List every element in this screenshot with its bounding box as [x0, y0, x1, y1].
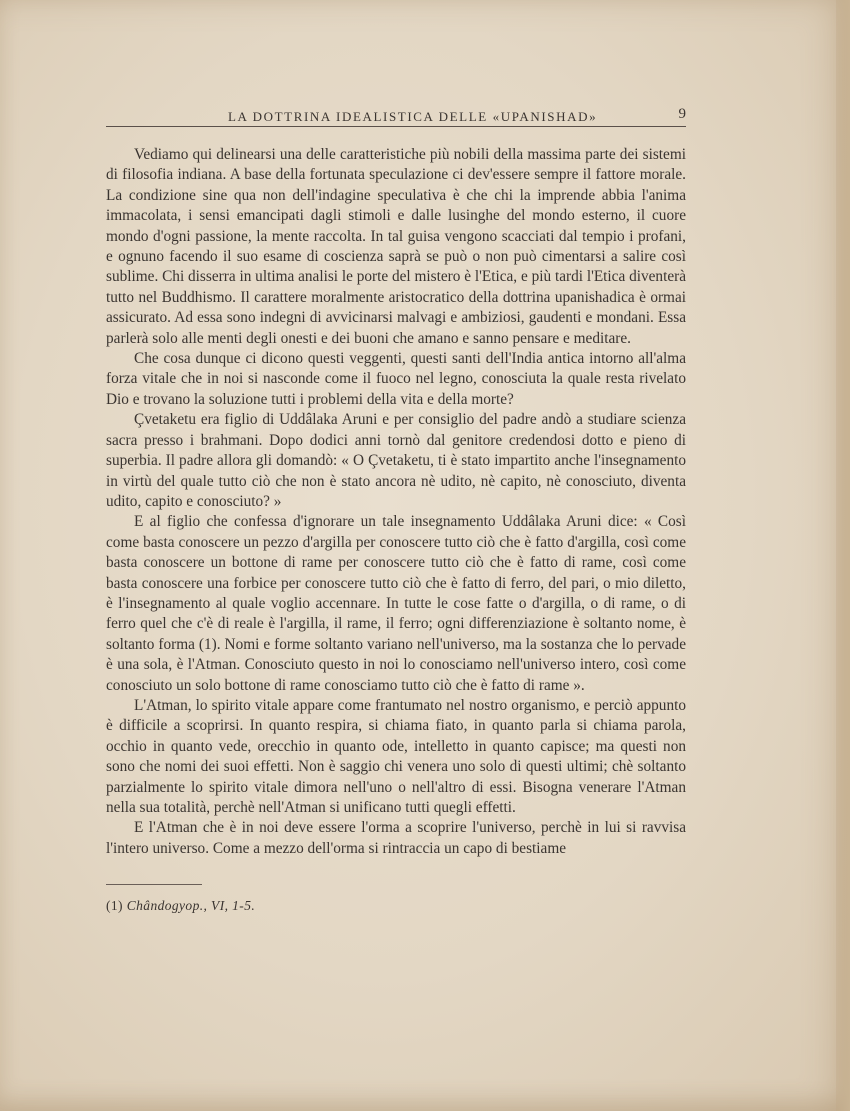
header-rule: [106, 126, 686, 127]
footnote: [106, 898, 255, 914]
paragraph: Che cosa dunque ci dicono questi veggenti, questi santi dell'India antica intorno all'alma forza vitale che in noi si nasconde come il fuoco nel legno, conosciuta la quale resta rivelato Dio e trovano la soluzione tutti i problemi della vita e della morte?: [106, 350, 686, 408]
page-number: 9: [678, 106, 686, 122]
paragraph: Çvetaketu era figlio di Uddâlaka Aruni e per consiglio del padre andò a studiare scienza sacra presso i brahmani. Dopo dodici anni tornò dal genitore credendosi dotto e pieno di superbia. Il padre allora gli domandò: « O Çvetaketu, ti è stato impartito anche l'insegnamento in virtù del quale tutto ciò che non è stato ancora nè udito, nè capito, nè conosciuto, diventa udito, capito e conosciuto? »: [106, 411, 686, 510]
paragraph: L'Atman, lo spirito vitale appare come frantumato nel nostro organismo, e perciò appunto è difficile a scoprirsi. In quanto respira, si chiama fiato, in quanto parla si chiama parola, occhio in quanto vede, orecchio in quanto ode, intelletto in quanto capisce; ma questi non sono che nomi dei suoi effetti. Non è saggio chi venera uno solo di questi ultimi; chè soltanto parzialmente lo spirito vitale dimora nell'uno o nell'altro di essi. Bisogna venerare l'Atman nella sua totalità, perchè nell'Atman si unificano tutti quegli effetti.: [106, 696, 686, 816]
body-text: [106, 145, 686, 859]
paragraph: E al figlio che confessa d'ignorare un tale insegnamento Uddâlaka Aruni dice: « Così come basta conoscere un pezzo d'argilla per conoscere tutto ciò che è fatto d'argilla, così come basta conoscere un bottone di rame per conoscere tutto ciò che è fatto di rame, così come basta conoscere una forbice per conoscere tutto ciò che è fatto di ferro, del pari, o mio diletto, è l'insegnamento al quale voglio accennare. In tutte le cose fatte o d'argilla, o di rame, o di ferro quel che c'è di reale è l'argilla, il rame, il ferro; ogni differenziazione è soltanto nome, è soltanto forma (1). Nomi e forme soltanto variano nell'universo, ma la sostanza che lo pervade è una sola, è l'Atman. Conosciuto questo in noi lo conosciamo nell'universo intero, così come conosciuto un solo bottone di rame conosciamo tutto ciò che è fatto di rame ».: [106, 513, 686, 694]
paragraph: E l'Atman che è in noi deve essere l'orma a scoprire l'universo, perchè in lui si ravvisa l'intero universo. Come a mezzo dell'orma si rintraccia un capo di bestiame: [106, 819, 686, 857]
page-edge: [836, 0, 850, 1111]
footnote-marker: (1): [106, 898, 123, 913]
footnote-rule: [106, 884, 202, 885]
footnote-reference: Chândogyop., VI, 1-5.: [126, 898, 256, 913]
paragraph: Vediamo qui delinearsi una delle caratteristiche più nobili della massima parte dei sistemi di filosofia indiana. A base della fortunata speculazione ci dev'essere sempre il fattore morale. La condizione sine qua non dell'indagine speculativa è che chi la imprende abbia l'anima immacolata, i sensi emancipati dagli stimoli e dalle lusinghe del mondo esterno, il cuore mondo d'ogni passione, la mente raccolta. In tal guisa vengono scacciati dal tempio i profani, e ognuno facendo il suo esame di coscienza saprà se può o non può cimentarsi a salire così sublime. Chi disserra in ultima analisi le porte del mistero è l'Etica, e più tardi l'Etica diventerà tutto nel Buddhismo. Il carattere moralmente aristocratico della dottrina upanishadica è ormai assicurato. Ad essa sono indegni di avvicinarsi malvagi e ambiziosi, gaudenti e mondani. Essa parlerà solo alle menti degli onesti e dei buoni che amano e sanno pensare e meditare.: [106, 146, 686, 347]
page-header: [106, 104, 686, 130]
running-title: LA DOTTRINA IDEALISTICA DELLE «UPANISHAD»: [228, 109, 598, 124]
